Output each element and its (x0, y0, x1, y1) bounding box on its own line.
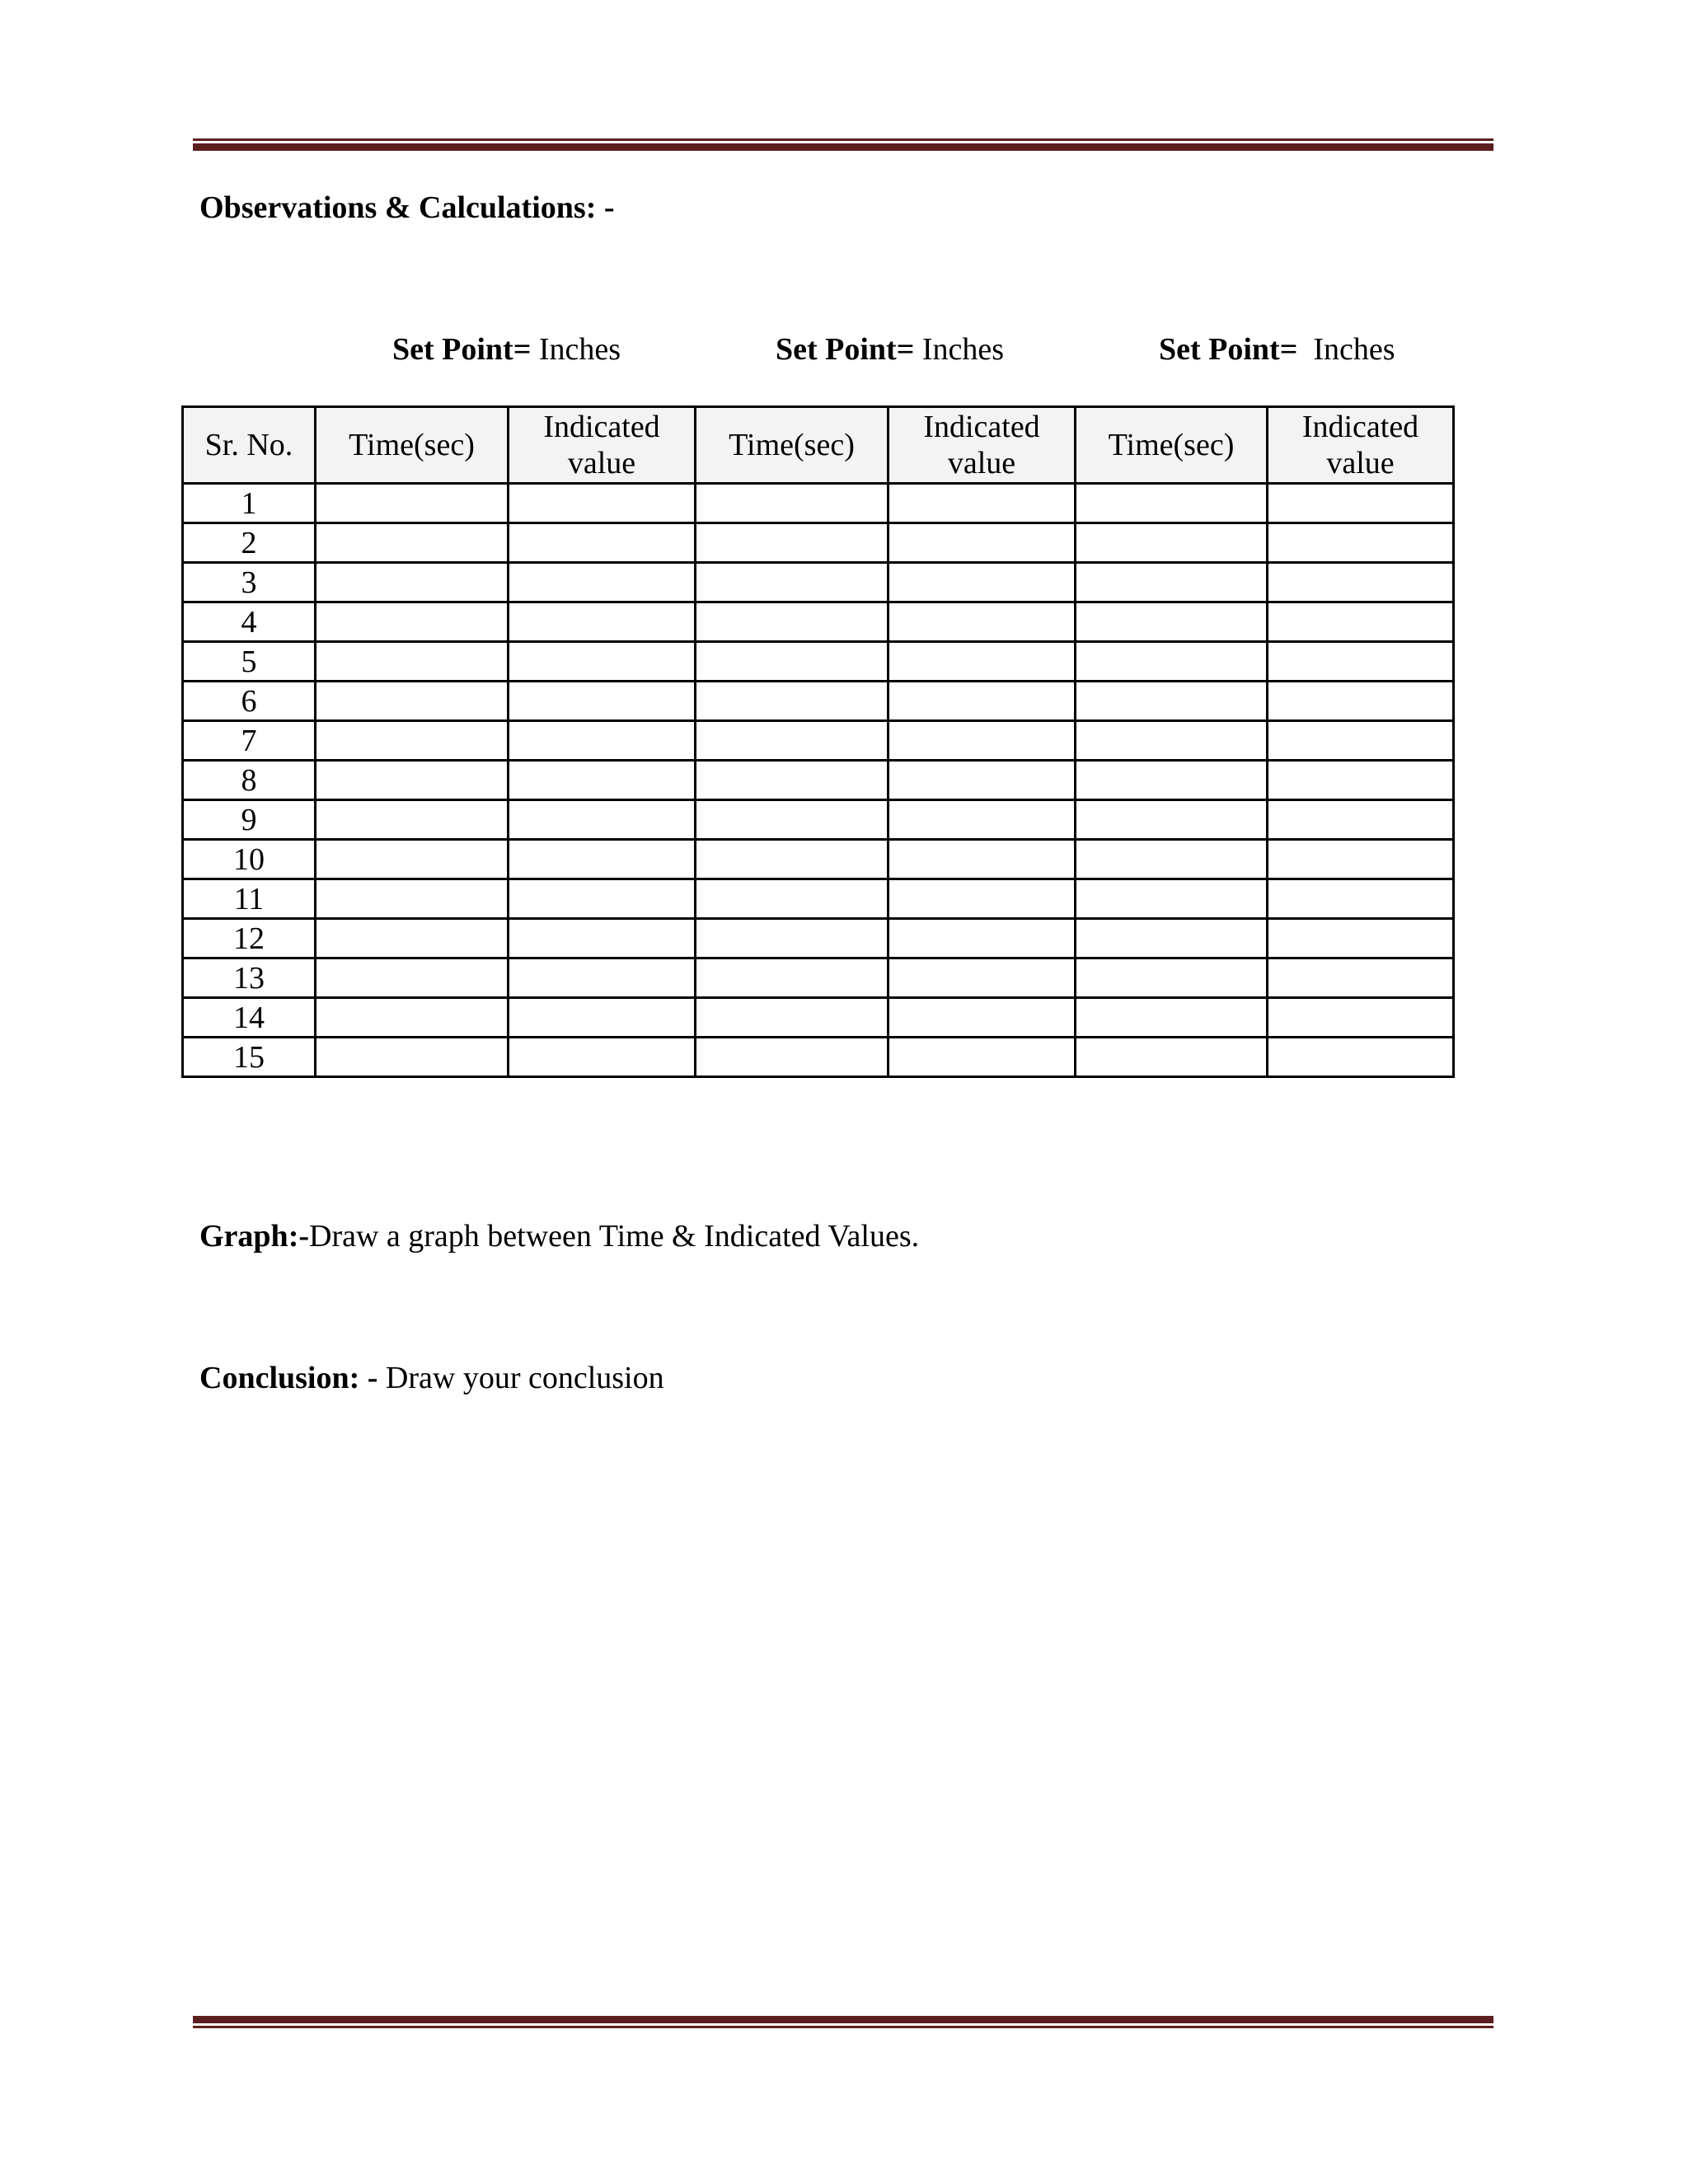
table-row (183, 761, 1454, 800)
header-indicated-value-3: Indicated value (1268, 407, 1454, 484)
time-cell (1076, 484, 1268, 523)
time-cell (1076, 602, 1268, 642)
time-cell (316, 998, 509, 1038)
indicated-value-cell (509, 879, 696, 919)
indicated-value-cell (1268, 563, 1454, 602)
table-row (183, 682, 1454, 721)
header-time-1: Time(sec) (316, 407, 509, 484)
indicated-value-cell (509, 642, 696, 682)
set-point-2 (776, 331, 1004, 368)
graph-label: Graph:- (199, 1219, 309, 1254)
header-indicated-value-1: Indicated value (509, 407, 696, 484)
bottom-decorative-rule (193, 2016, 1493, 2028)
set-point-3-label: Set Point= (1159, 332, 1298, 367)
set-point-3-unit: Inches (1313, 332, 1395, 367)
indicated-value-cell (889, 1038, 1076, 1077)
time-cell (1076, 919, 1268, 958)
time-cell (696, 761, 889, 800)
table-row (183, 642, 1454, 682)
serial-number-cell: 8 (183, 761, 316, 800)
indicated-value-cell (509, 484, 696, 523)
indicated-value-cell (1268, 1038, 1454, 1077)
table-row (183, 563, 1454, 602)
time-cell (316, 840, 509, 879)
serial-number-cell: 9 (183, 800, 316, 840)
indicated-value-cell (509, 958, 696, 998)
indicated-value-cell (509, 523, 696, 563)
time-cell (1076, 1038, 1268, 1077)
indicated-value-cell (1268, 998, 1454, 1038)
set-point-3 (1159, 331, 1395, 368)
set-point-1 (392, 331, 621, 368)
indicated-value-cell (509, 998, 696, 1038)
indicated-value-cell (509, 1038, 696, 1077)
indicated-value-cell (889, 602, 1076, 642)
time-cell (696, 879, 889, 919)
time-cell (696, 840, 889, 879)
indicated-value-cell (889, 761, 1076, 800)
indicated-value-cell (1268, 484, 1454, 523)
serial-number-cell: 3 (183, 563, 316, 602)
time-cell (696, 958, 889, 998)
serial-number-cell: 5 (183, 642, 316, 682)
header-time-3: Time(sec) (1076, 407, 1268, 484)
time-cell (696, 998, 889, 1038)
indicated-value-cell (1268, 919, 1454, 958)
set-point-1-label: Set Point= (392, 332, 532, 367)
indicated-value-cell (509, 602, 696, 642)
conclusion-label: Conclusion: - (199, 1361, 378, 1395)
set-point-2-unit: Inches (921, 332, 1005, 367)
time-cell (1076, 998, 1268, 1038)
indicated-value-cell (889, 800, 1076, 840)
table-row (183, 523, 1454, 563)
time-cell (1076, 721, 1268, 761)
serial-number-cell: 2 (183, 523, 316, 563)
set-point-2-label: Set Point= (776, 332, 915, 367)
serial-number-cell: 14 (183, 998, 316, 1038)
time-cell (1076, 563, 1268, 602)
indicated-value-cell (509, 563, 696, 602)
time-cell (316, 1038, 509, 1077)
time-cell (1076, 800, 1268, 840)
indicated-value-cell (889, 840, 1076, 879)
indicated-value-cell (509, 800, 696, 840)
time-cell (316, 879, 509, 919)
table-row (183, 800, 1454, 840)
indicated-value-cell (1268, 800, 1454, 840)
serial-number-cell: 15 (183, 1038, 316, 1077)
header-time-2: Time(sec) (696, 407, 889, 484)
table-body (183, 484, 1454, 1077)
observation-table (181, 405, 1455, 1078)
table-row (183, 1038, 1454, 1077)
table-row (183, 879, 1454, 919)
indicated-value-cell (509, 840, 696, 879)
header-indicated-value-2: Indicated value (889, 407, 1076, 484)
time-cell (696, 1038, 889, 1077)
serial-number-cell: 13 (183, 958, 316, 998)
observations-heading-text: Observations & Calculations: - (199, 190, 615, 225)
time-cell (696, 800, 889, 840)
indicated-value-cell (889, 879, 1076, 919)
time-cell (316, 642, 509, 682)
header-sr-no: Sr. No. (183, 407, 316, 484)
table-row (183, 840, 1454, 879)
time-cell (316, 484, 509, 523)
indicated-value-cell (509, 721, 696, 761)
indicated-value-cell (1268, 958, 1454, 998)
indicated-value-cell (1268, 721, 1454, 761)
time-cell (316, 919, 509, 958)
serial-number-cell: 11 (183, 879, 316, 919)
time-cell (316, 761, 509, 800)
serial-number-cell: 7 (183, 721, 316, 761)
indicated-value-cell (1268, 879, 1454, 919)
serial-number-cell: 10 (183, 840, 316, 879)
time-cell (696, 602, 889, 642)
table-row (183, 484, 1454, 523)
time-cell (696, 642, 889, 682)
time-cell (316, 721, 509, 761)
graph-instruction (199, 1218, 919, 1254)
indicated-value-cell (1268, 642, 1454, 682)
observations-heading (199, 190, 615, 226)
indicated-value-cell (889, 919, 1076, 958)
time-cell (316, 958, 509, 998)
table-row (183, 721, 1454, 761)
time-cell (1076, 642, 1268, 682)
table-row (183, 998, 1454, 1038)
time-cell (1076, 879, 1268, 919)
indicated-value-cell (889, 998, 1076, 1038)
indicated-value-cell (889, 721, 1076, 761)
conclusion-text: Draw your conclusion (377, 1361, 664, 1395)
serial-number-cell: 12 (183, 919, 316, 958)
table-row (183, 602, 1454, 642)
table-row (183, 919, 1454, 958)
time-cell (696, 484, 889, 523)
indicated-value-cell (509, 761, 696, 800)
top-decorative-rule (193, 138, 1493, 151)
time-cell (696, 682, 889, 721)
time-cell (1076, 761, 1268, 800)
time-cell (1076, 523, 1268, 563)
graph-text: Draw a graph between Time & Indicated Values. (309, 1219, 920, 1254)
serial-number-cell: 6 (183, 682, 316, 721)
indicated-value-cell (509, 682, 696, 721)
time-cell (1076, 840, 1268, 879)
time-cell (316, 602, 509, 642)
set-point-1-unit: Inches (538, 332, 621, 367)
time-cell (1076, 682, 1268, 721)
indicated-value-cell (889, 682, 1076, 721)
serial-number-cell: 1 (183, 484, 316, 523)
indicated-value-cell (889, 523, 1076, 563)
indicated-value-cell (889, 484, 1076, 523)
time-cell (316, 523, 509, 563)
time-cell (696, 721, 889, 761)
time-cell (316, 800, 509, 840)
indicated-value-cell (509, 919, 696, 958)
time-cell (696, 523, 889, 563)
serial-number-cell: 4 (183, 602, 316, 642)
indicated-value-cell (889, 958, 1076, 998)
table-header-row (183, 407, 1454, 484)
time-cell (316, 682, 509, 721)
indicated-value-cell (1268, 761, 1454, 800)
indicated-value-cell (1268, 682, 1454, 721)
conclusion-instruction (199, 1360, 664, 1396)
indicated-value-cell (1268, 840, 1454, 879)
time-cell (696, 563, 889, 602)
time-cell (1076, 958, 1268, 998)
indicated-value-cell (1268, 523, 1454, 563)
table-row (183, 958, 1454, 998)
indicated-value-cell (889, 563, 1076, 602)
indicated-value-cell (1268, 602, 1454, 642)
time-cell (316, 563, 509, 602)
indicated-value-cell (889, 642, 1076, 682)
time-cell (696, 919, 889, 958)
